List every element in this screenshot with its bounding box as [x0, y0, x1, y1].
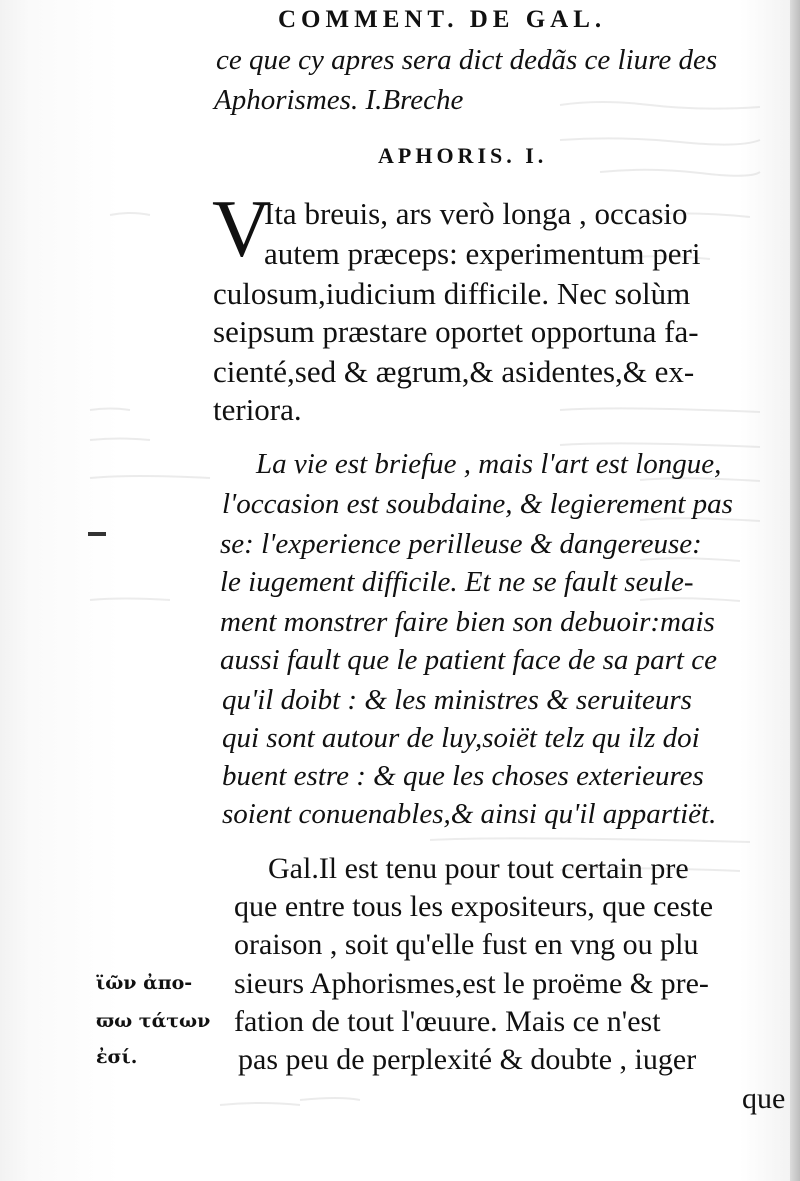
french-line-5: ment monstrer faire bien son debuoir:mais: [220, 606, 715, 638]
running-head: COMMENT. DE GAL.: [278, 6, 607, 33]
french-line-6: aussi fault que le patient face de sa part ce: [220, 644, 717, 676]
french-line-9: buent estre : & que les choses exterieures: [222, 760, 704, 792]
latin-line-5: cienté,sed & ægrum,& asidentes,& ex-: [213, 354, 695, 389]
margin-mark: [88, 532, 106, 536]
french-line-4: le iugement difficile. Et ne se fault seule-: [220, 566, 694, 598]
latin-line-2: autem præceps: experimentum peri: [264, 236, 701, 271]
commentary-line-5: fation de tout l'œuure. Mais ce n'est: [234, 1005, 661, 1038]
commentary-line-2: que entre tous les expositeurs, que ceste: [234, 890, 714, 923]
drop-cap: V: [212, 183, 272, 274]
latin-line-3: culosum,iudicium difficile. Nec solùm: [213, 276, 691, 311]
french-line-3: se: l'experience perilleuse & dangereuse:: [220, 528, 702, 560]
intro-line-2: Aphorismes. I.Breche: [214, 84, 464, 116]
commentary-line-6: pas peu de perplexité & doubte , iuger: [238, 1043, 697, 1076]
latin-line-6: teriora.: [213, 392, 302, 427]
aphorism-heading: APHORIS. I.: [378, 143, 548, 168]
french-line-2: l'occasion est soubdaine, & legierement pas: [222, 488, 733, 520]
french-line-7: qu'il doibt : & les ministres & seruiteurs: [222, 684, 692, 716]
french-line-10: soient conuenables,& ainsi qu'il appartiët.: [222, 798, 717, 830]
margin-greek-line-2: ϖω τάτων: [96, 1010, 211, 1032]
latin-line-4: seipsum præstare oportet opportuna fa-: [213, 314, 699, 349]
intro-line-1: ce que cy apres sera dict dedãs ce liure des: [216, 44, 718, 76]
commentary-line-4: sieurs Aphorismes,est le proëme & pre-: [234, 967, 709, 1000]
commentary-catchword: que: [742, 1082, 786, 1115]
margin-greek-line-1: ϊῶν ἀπο-: [96, 972, 193, 994]
margin-greek-line-3: ἐσί.: [96, 1046, 138, 1068]
commentary-line-3: oraison , soit qu'elle fust en vng ou plu: [234, 928, 699, 961]
french-line-8: qui sont autour de luy,soiët telz qu ilz doi: [222, 722, 700, 754]
latin-line-1: Ita breuis, ars verò longa , occasio: [264, 196, 688, 231]
page-spine-shadow: [790, 0, 800, 1181]
french-line-1: La vie est briefue , mais l'art est longue,: [256, 448, 722, 480]
commentary-line-1: Gal.Il est tenu pour tout certain pre: [268, 852, 689, 885]
